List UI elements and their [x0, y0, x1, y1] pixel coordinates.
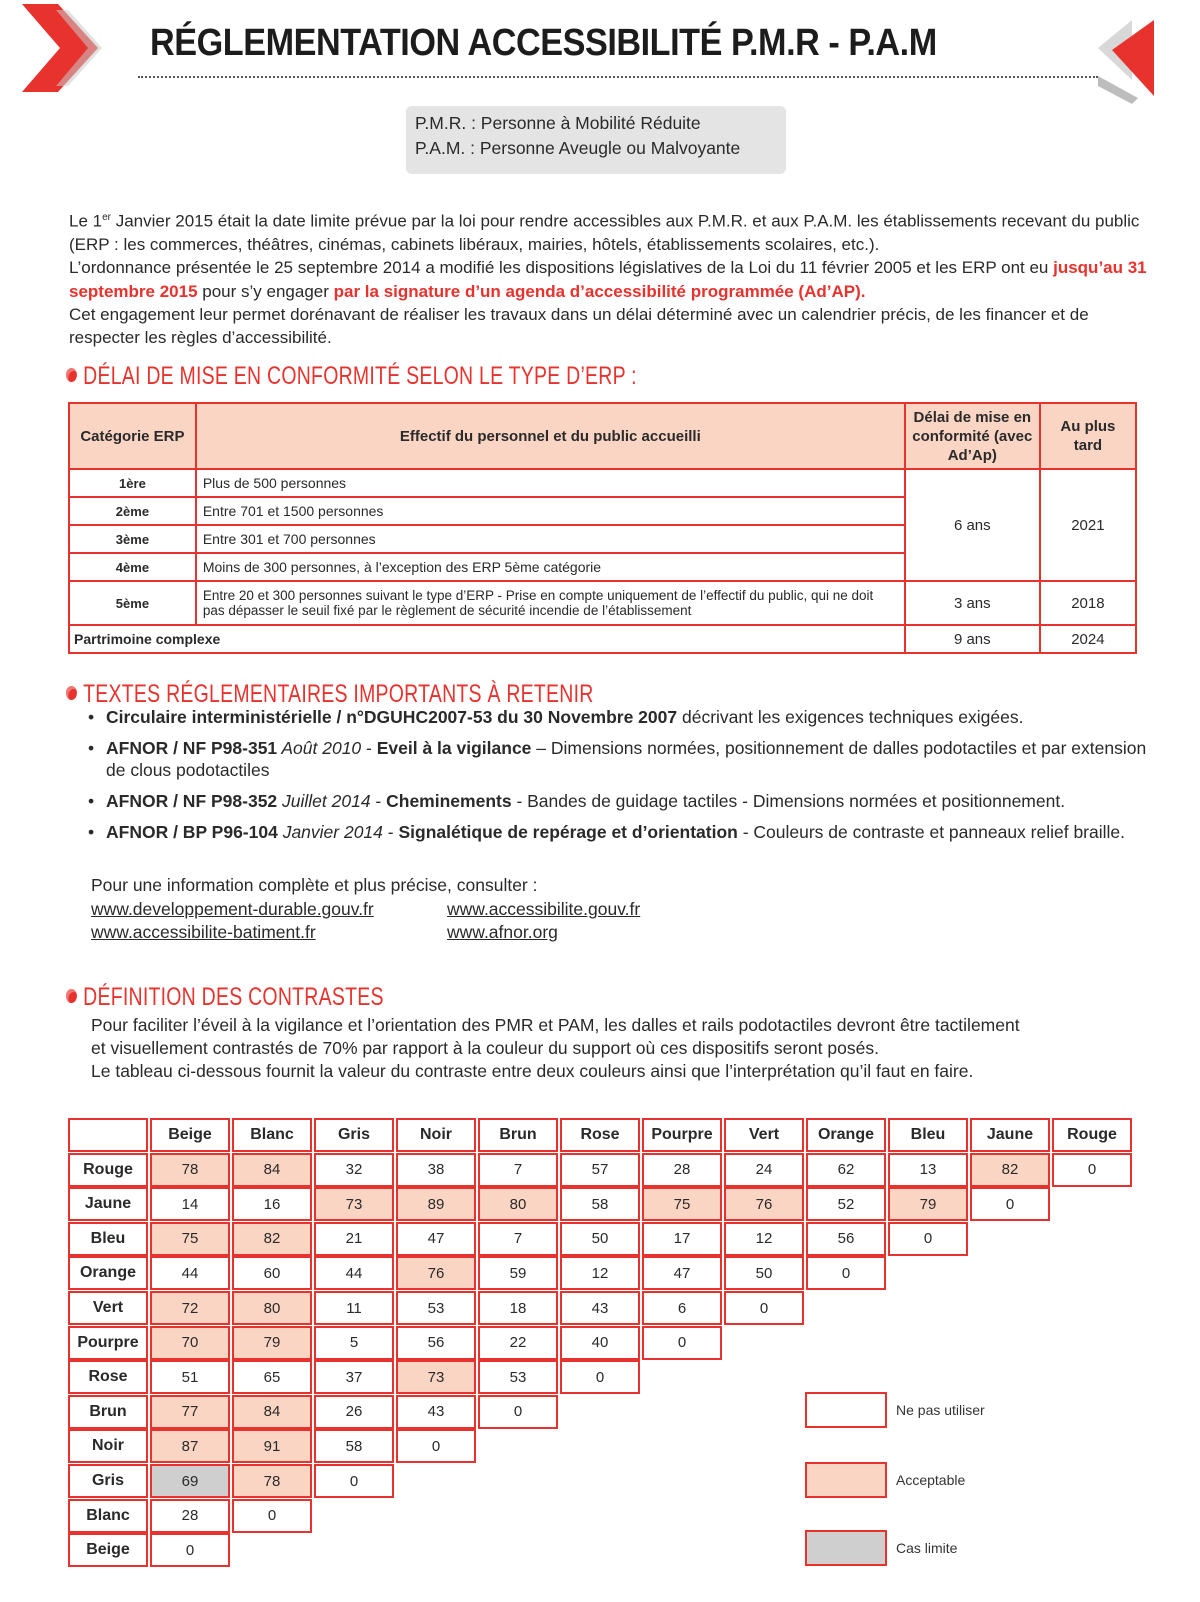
- row-header-gris: Gris: [68, 1464, 148, 1498]
- contrast-value-cell: 53: [478, 1360, 558, 1394]
- section-heading-delai: [66, 362, 637, 391]
- text-date: Janvier 2014: [277, 822, 383, 842]
- erp-delay-table: [68, 402, 1137, 654]
- contrast-value-cell: 12: [724, 1222, 804, 1256]
- contrast-value-cell: 78: [232, 1464, 312, 1498]
- effectif-cell: Moins de 300 personnes, à l’exception des ERP 5ème catégorie: [196, 553, 905, 581]
- header-effectif: Effectif du personnel et du public accueilli: [196, 403, 905, 469]
- contrast-value-cell: 0: [724, 1291, 804, 1325]
- definitions-box: [406, 106, 786, 174]
- contrast-value-cell: 0: [396, 1429, 476, 1463]
- contrast-value-cell: 73: [396, 1360, 476, 1394]
- text-separator: -: [370, 791, 387, 811]
- contrast-intro-line: Pour faciliter l’éveil à la vigilance et l’orientation des PMR et PAM, les dalles et rails podotactiles devront être tactilement: [91, 1015, 1020, 1035]
- contrast-value-cell: 75: [150, 1222, 230, 1256]
- contrast-value-cell: 58: [560, 1187, 640, 1221]
- category-cell: 2ème: [69, 497, 196, 525]
- contrast-value-cell: 59: [478, 1256, 558, 1290]
- contrast-value-cell: 50: [724, 1256, 804, 1290]
- contrast-value-cell: 40: [560, 1326, 640, 1360]
- contrast-value-cell: 0: [888, 1222, 968, 1256]
- table-row: [69, 469, 1136, 497]
- text-description: décrivant les exigences techniques exigées.: [677, 707, 1024, 727]
- row-header-noir: Noir: [68, 1429, 148, 1463]
- contrast-value-cell: 91: [232, 1429, 312, 1463]
- contrast-value-cell: 65: [232, 1360, 312, 1394]
- contrast-value-cell: 58: [314, 1429, 394, 1463]
- intro-paragraph-2: [69, 256, 1149, 303]
- category-cell: Partrimoine complexe: [69, 625, 905, 653]
- contrast-value-cell: 21: [314, 1222, 394, 1256]
- contrast-value-cell: 5: [314, 1326, 394, 1360]
- contrast-value-cell: 80: [232, 1291, 312, 1325]
- contrast-value-cell: 69: [150, 1464, 230, 1498]
- consult-text: Pour une information complète et plus précise, consulter :: [91, 875, 538, 895]
- contrast-value-cell: 80: [478, 1187, 558, 1221]
- delai-cell: 3 ans: [905, 581, 1040, 625]
- text-description: – Dimensions normées, positionnement de dalles podotactiles et par extension de clous podotactiles: [106, 738, 1147, 780]
- contrast-value-cell: 18: [478, 1291, 558, 1325]
- contrast-value-cell: 84: [232, 1153, 312, 1187]
- column-header-rouge: Rouge: [1052, 1118, 1132, 1152]
- intro-text: [69, 206, 1149, 349]
- column-header-vert: Vert: [724, 1118, 804, 1152]
- section-heading-contrastes: [66, 983, 384, 1012]
- row-header-orange: Orange: [68, 1256, 148, 1290]
- column-header-blanc: Blanc: [232, 1118, 312, 1152]
- row-header-bleu: Bleu: [68, 1222, 148, 1256]
- row-header-beige: Beige: [68, 1533, 148, 1567]
- link-accessibilite-batiment[interactable]: www.accessibilite-batiment.fr: [91, 922, 316, 942]
- contrast-value-cell: 14: [150, 1187, 230, 1221]
- section-heading-text: DÉLAI DE MISE EN CONFORMITÉ SELON LE TYPE D’ERP :: [83, 362, 637, 390]
- column-header-bleu: Bleu: [888, 1118, 968, 1152]
- text-reference: AFNOR / BP P96-104: [106, 822, 278, 842]
- legend-label-acceptable: Acceptable: [896, 1472, 966, 1488]
- deadline-highlight: jusqu’au 31 septembre 2015: [69, 258, 1147, 301]
- contrast-value-cell: 11: [314, 1291, 394, 1325]
- contrast-value-cell: 72: [150, 1291, 230, 1325]
- contrast-value-cell: 28: [150, 1499, 230, 1533]
- column-header-brun: Brun: [478, 1118, 558, 1152]
- text-reference: Circulaire interministérielle / n°DGUHC2007-53 du 30 Novembre 2007: [106, 707, 678, 727]
- contrast-value-cell: 73: [314, 1187, 394, 1221]
- contrast-value-cell: 17: [642, 1222, 722, 1256]
- text-topic: Signalétique de repérage et d’orientation: [398, 822, 738, 842]
- contrast-value-cell: 0: [478, 1395, 558, 1429]
- contrast-value-cell: 50: [560, 1222, 640, 1256]
- red-chevron-logo: [22, 4, 102, 92]
- definition-pmr: P.M.R. : Personne à Mobilité Réduite: [415, 113, 701, 133]
- row-header-blanc: Blanc: [68, 1499, 148, 1533]
- contrast-value-cell: 77: [150, 1395, 230, 1429]
- contrast-value-cell: 44: [150, 1256, 230, 1290]
- category-cell: 3ème: [69, 525, 196, 553]
- column-header-noir: Noir: [396, 1118, 476, 1152]
- legend-swatch-cas-limite: [805, 1530, 887, 1566]
- bullet-dot-icon: [66, 368, 77, 382]
- contrast-value-cell: 12: [560, 1256, 640, 1290]
- contrast-value-cell: 0: [560, 1360, 640, 1394]
- page-title: RÉGLEMENTATION ACCESSIBILITÉ P.M.R - P.A.M: [150, 22, 937, 64]
- contrast-value-cell: 56: [396, 1326, 476, 1360]
- list-item: [88, 821, 1158, 843]
- contrast-value-cell: 0: [970, 1187, 1050, 1221]
- text-topic: Cheminements: [386, 791, 512, 811]
- delai-cell: 9 ans: [905, 625, 1040, 653]
- contrast-value-cell: 62: [806, 1153, 886, 1187]
- intro-paragraph-3: Cet engagement leur permet dorénavant de réaliser les travaux dans un délai déterminé avec un calendrier précis, de les financer et de respecter les règles d’accessibilité.: [69, 304, 1089, 348]
- text-reference: AFNOR / NF P98-352: [106, 791, 278, 811]
- contrast-value-cell: 13: [888, 1153, 968, 1187]
- definition-pam: P.A.M. : Personne Aveugle ou Malvoyante: [415, 138, 741, 158]
- text-description: - Couleurs de contraste et panneaux relief braille.: [737, 822, 1126, 842]
- contrast-value-cell: 22: [478, 1326, 558, 1360]
- au-plus-tard-cell: 2018: [1040, 581, 1136, 625]
- intro-text-span: Janvier 2015 était la date limite prévue par la loi pour rendre accessibles aux P.M.R. et aux P.A.M. les établissements recevant du public (ERP : les commerces, théâtres, cinémas, cabinets libéraux, mairies, hôtels, établissements scolaires, etc.).: [69, 211, 1140, 254]
- grey-red-chevron-decoration: [1098, 16, 1178, 104]
- header-delai: Délai de mise en conformité (avec Ad’Ap): [905, 403, 1040, 469]
- contrast-value-cell: 43: [560, 1291, 640, 1325]
- contrast-value-cell: 52: [806, 1187, 886, 1221]
- text-date: Juillet 2014: [277, 791, 371, 811]
- column-header-gris: Gris: [314, 1118, 394, 1152]
- contrast-value-cell: 28: [642, 1153, 722, 1187]
- contrast-value-cell: 7: [478, 1153, 558, 1187]
- header-au-plus-tard: Au plus tard: [1040, 403, 1136, 469]
- category-cell: 1ère: [69, 469, 196, 497]
- contrast-value-cell: 82: [970, 1153, 1050, 1187]
- effectif-cell: Entre 701 et 1500 personnes: [196, 497, 905, 525]
- delai-cell: 6 ans: [905, 469, 1040, 581]
- text-reference: AFNOR / NF P98-351: [106, 738, 278, 758]
- section-heading-text: DÉFINITION DES CONTRASTES: [83, 983, 384, 1011]
- column-header-beige: Beige: [150, 1118, 230, 1152]
- row-header-pourpre: Pourpre: [68, 1326, 148, 1360]
- row-header-jaune: Jaune: [68, 1187, 148, 1221]
- contrast-value-cell: 76: [724, 1187, 804, 1221]
- contrast-value-cell: 0: [150, 1533, 230, 1567]
- text-separator: -: [361, 738, 377, 758]
- au-plus-tard-cell: 2021: [1040, 469, 1136, 581]
- row-header-rouge: Rouge: [68, 1153, 148, 1187]
- contrast-value-cell: 37: [314, 1360, 394, 1394]
- bullet-dot-icon: [66, 686, 77, 700]
- header-category: Catégorie ERP: [69, 403, 196, 469]
- contrast-value-cell: 51: [150, 1360, 230, 1394]
- regulatory-texts-list: [88, 706, 1158, 852]
- intro-text-span: L’ordonnance présentée le 25 septembre 2014 a modifié les dispositions législatives de la Loi du 11 février 2005 et les ERP ont eu: [69, 258, 1054, 278]
- contrast-intro: [91, 1014, 1161, 1083]
- column-header-orange: Orange: [806, 1118, 886, 1152]
- contrast-value-cell: 53: [396, 1291, 476, 1325]
- contrast-value-cell: 84: [232, 1395, 312, 1429]
- contrast-value-cell: 0: [642, 1326, 722, 1360]
- contrast-value-cell: 0: [314, 1464, 394, 1498]
- contrast-value-cell: 60: [232, 1256, 312, 1290]
- legend-swatch-ne-pas-utiliser: [805, 1392, 887, 1428]
- column-header-pourpre: Pourpre: [642, 1118, 722, 1152]
- corner-cell: [68, 1118, 148, 1152]
- row-header-rose: Rose: [68, 1360, 148, 1394]
- adap-highlight: par la signature d’un agenda d’accessibilité programmée (Ad’AP).: [333, 281, 866, 301]
- category-cell: 5ème: [69, 581, 196, 625]
- contrast-value-cell: 82: [232, 1222, 312, 1256]
- effectif-cell: Plus de 500 personnes: [196, 469, 905, 497]
- au-plus-tard-cell: 2024: [1040, 625, 1136, 653]
- contrast-value-cell: 24: [724, 1153, 804, 1187]
- table-row: [69, 625, 1136, 653]
- legend-label-cas-limite: Cas limite: [896, 1540, 958, 1556]
- contrast-value-cell: 87: [150, 1429, 230, 1463]
- legend-swatch-acceptable: [805, 1462, 887, 1498]
- contrast-value-cell: 79: [232, 1326, 312, 1360]
- contrast-value-cell: 0: [806, 1256, 886, 1290]
- list-item: [88, 737, 1158, 781]
- contrast-value-cell: 16: [232, 1187, 312, 1221]
- contrast-value-cell: 0: [232, 1499, 312, 1533]
- contrast-intro-line: et visuellement contrastés de 70% par rapport à la couleur du support où ces dispositifs seront posés.: [91, 1038, 879, 1058]
- text-separator: -: [382, 822, 399, 842]
- contrast-value-cell: 57: [560, 1153, 640, 1187]
- intro-text-span: Le 1: [69, 211, 103, 231]
- contrast-value-cell: 43: [396, 1395, 476, 1429]
- legend-label-ne-pas-utiliser: Ne pas utiliser: [896, 1402, 985, 1418]
- table-header-row: [69, 403, 1136, 469]
- contrast-value-cell: 79: [888, 1187, 968, 1221]
- contrast-intro-line: Le tableau ci-dessous fournit la valeur du contraste entre deux couleurs ainsi que l’interprétation qu’il faut en faire.: [91, 1061, 974, 1081]
- title-divider: [138, 76, 1098, 78]
- column-header-jaune: Jaune: [970, 1118, 1050, 1152]
- link-afnor[interactable]: www.afnor.org: [447, 922, 558, 942]
- contrast-value-cell: 78: [150, 1153, 230, 1187]
- contrast-value-cell: 0: [1052, 1153, 1132, 1187]
- text-date: Août 2010: [277, 738, 362, 758]
- contrast-value-cell: 89: [396, 1187, 476, 1221]
- link-accessibilite-gouv[interactable]: www.accessibilite.gouv.fr: [447, 899, 641, 919]
- contrast-value-cell: 56: [806, 1222, 886, 1256]
- intro-text-span: pour s’y engager: [197, 281, 334, 301]
- contrast-value-cell: 75: [642, 1187, 722, 1221]
- column-header-rose: Rose: [560, 1118, 640, 1152]
- link-developpement-durable[interactable]: www.developpement-durable.gouv.fr: [91, 899, 374, 919]
- effectif-cell: Entre 301 et 700 personnes: [196, 525, 905, 553]
- category-cell: 4ème: [69, 553, 196, 581]
- intro-superscript: er: [102, 212, 111, 223]
- row-header-vert: Vert: [68, 1291, 148, 1325]
- list-item: [88, 706, 1158, 728]
- effectif-cell: Entre 20 et 300 personnes suivant le type d’ERP - Prise en compte uniquement de l’effectif du public, qui ne doit pas dépasser le seuil fixé par le règlement de sécurité incendie de l’établissement: [196, 581, 905, 625]
- contrast-value-cell: 7: [478, 1222, 558, 1256]
- text-topic: Eveil à la vigilance: [376, 738, 532, 758]
- section-heading-textes: [66, 680, 594, 709]
- bullet-dot-icon: [66, 989, 77, 1003]
- row-header-brun: Brun: [68, 1395, 148, 1429]
- table-row: [69, 581, 1136, 625]
- text-description: - Bandes de guidage tactiles - Dimensions normées et positionnement.: [511, 791, 1066, 811]
- contrast-value-cell: 47: [396, 1222, 476, 1256]
- contrast-value-cell: 70: [150, 1326, 230, 1360]
- contrast-value-cell: 44: [314, 1256, 394, 1290]
- section-heading-text: TEXTES RÉGLEMENTAIRES IMPORTANTS À RETENIR: [83, 680, 594, 708]
- contrast-value-cell: 76: [396, 1256, 476, 1290]
- contrast-value-cell: 26: [314, 1395, 394, 1429]
- contrast-value-cell: 38: [396, 1153, 476, 1187]
- contrast-value-cell: 32: [314, 1153, 394, 1187]
- contrast-value-cell: 47: [642, 1256, 722, 1290]
- contrast-value-cell: 6: [642, 1291, 722, 1325]
- intro-paragraph-1: [69, 206, 1149, 256]
- list-item: [88, 790, 1158, 812]
